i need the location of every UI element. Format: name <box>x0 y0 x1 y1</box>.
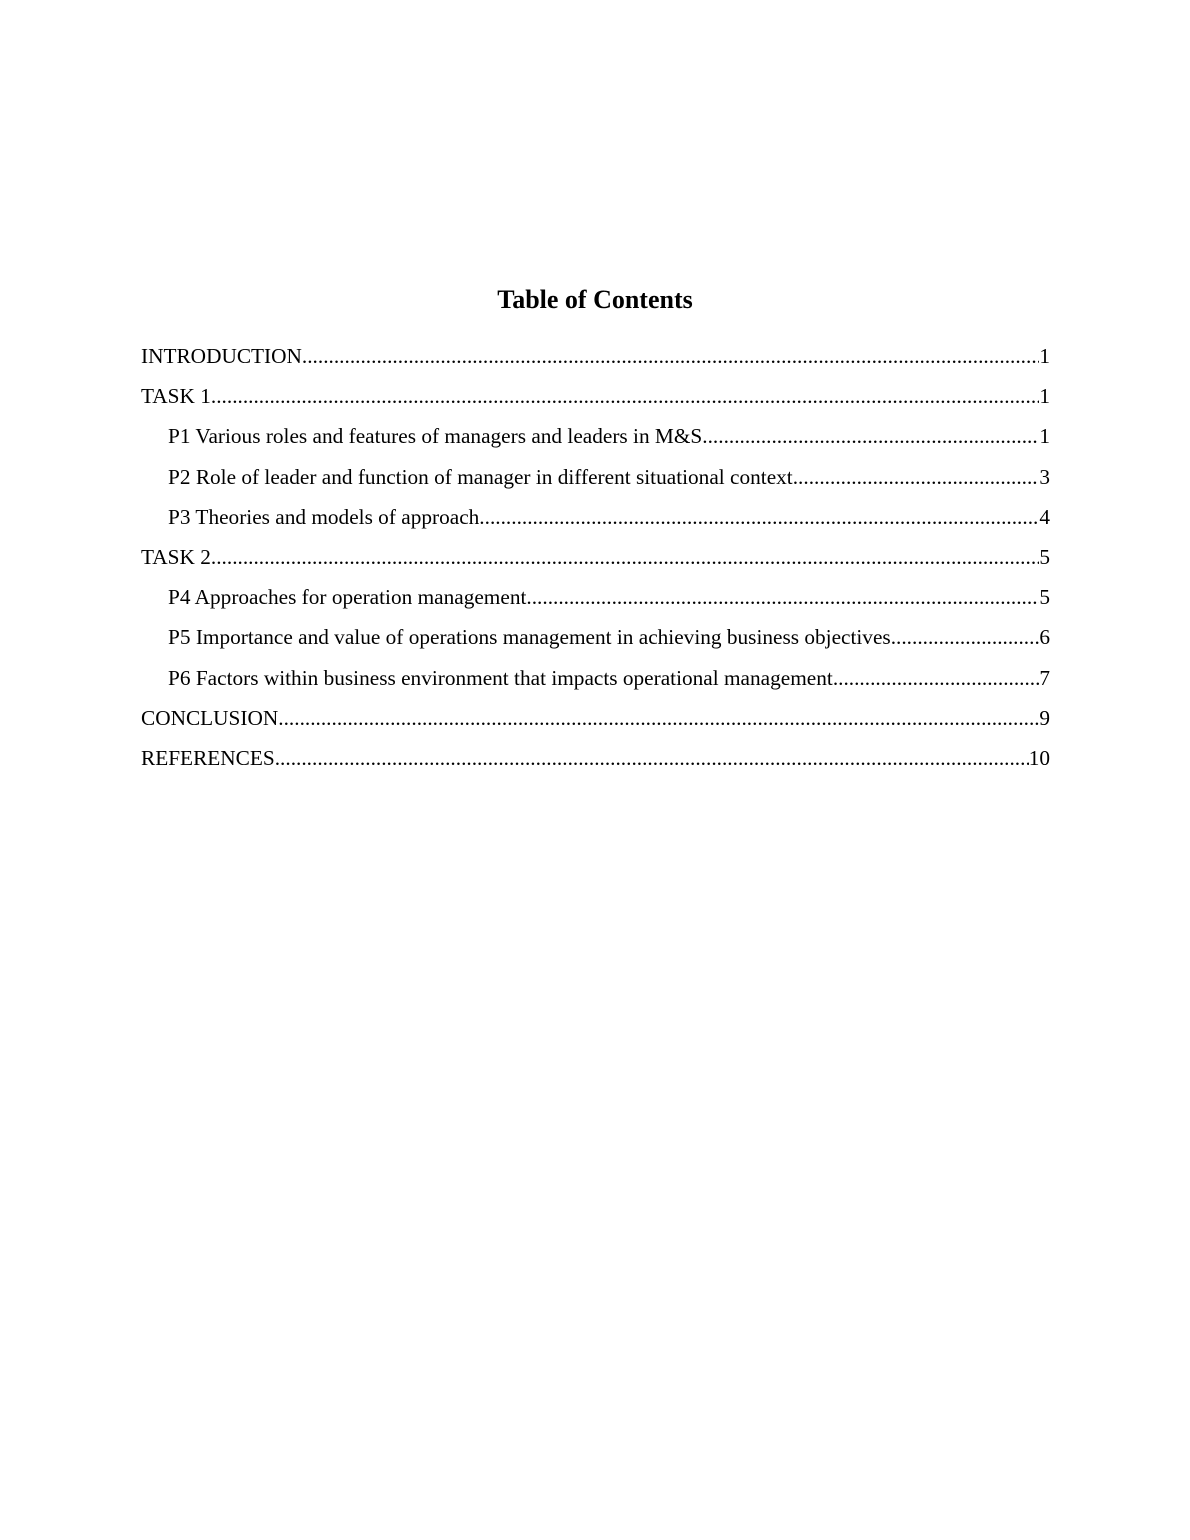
toc-dot-leader <box>278 702 1039 734</box>
toc-page-number: 7 <box>1039 665 1050 690</box>
toc-page-number: 4 <box>1039 504 1050 529</box>
toc-entry-p1[interactable] <box>141 420 1050 460</box>
toc-dot-leader <box>702 420 1039 452</box>
toc-entry-p4[interactable] <box>141 581 1050 621</box>
toc-entry-p3[interactable] <box>141 501 1050 541</box>
toc-dot-leader <box>302 340 1039 372</box>
toc-entry-label: P4 Approaches for operation management <box>168 585 527 610</box>
toc-dot-leader <box>211 541 1039 573</box>
toc-page-number: 1 <box>1039 424 1050 449</box>
toc-dot-leader <box>526 581 1039 613</box>
toc-page-number: 9 <box>1039 705 1050 730</box>
toc-entry-p5[interactable] <box>141 621 1050 661</box>
toc-title: Table of Contents <box>497 285 693 314</box>
toc-entry-label: TASK 2 <box>141 544 211 569</box>
toc-entry-conclusion[interactable] <box>141 702 1050 742</box>
toc-entry-label: P5 Importance and value of operations management in achieving business objectives <box>168 625 891 650</box>
toc-entry-label: P1 Various roles and features of managers and leaders in M&S <box>168 424 703 449</box>
toc-entry-p2[interactable] <box>141 461 1050 501</box>
toc-entry-introduction[interactable] <box>141 340 1050 380</box>
toc-entry-label: P6 Factors within business environment that impacts operational management <box>168 665 833 690</box>
toc-dot-leader <box>275 742 1029 774</box>
toc-dot-leader <box>211 380 1039 412</box>
toc-entry-label: REFERENCES <box>141 745 275 770</box>
toc-dot-leader <box>793 461 1040 493</box>
toc-dot-leader <box>833 662 1040 694</box>
toc-entry-label: TASK 1 <box>141 384 211 409</box>
toc-page-number: 10 <box>1028 745 1050 770</box>
toc-entry-task-2[interactable] <box>141 541 1050 581</box>
toc-page-number: 1 <box>1039 344 1050 368</box>
toc-entry-label: INTRODUCTION <box>141 344 302 368</box>
toc-page-number: 1 <box>1039 384 1050 409</box>
toc-dot-leader <box>479 501 1039 533</box>
toc-entry-label: CONCLUSION <box>141 705 279 730</box>
toc-page-number: 5 <box>1039 585 1050 610</box>
toc-entry-label: P3 Theories and models of approach <box>168 504 480 529</box>
toc-entry-label: P2 Role of leader and function of manager in different situational context <box>168 464 793 489</box>
toc-entry-task-1[interactable] <box>141 380 1050 420</box>
toc-dot-leader <box>891 621 1040 653</box>
toc-list <box>141 340 1050 782</box>
toc-page-number: 6 <box>1039 625 1050 650</box>
toc-page-number: 5 <box>1039 544 1050 569</box>
toc-entry-p6[interactable] <box>141 662 1050 702</box>
toc-entry-references[interactable] <box>141 742 1050 782</box>
toc-page-number: 3 <box>1039 464 1050 489</box>
